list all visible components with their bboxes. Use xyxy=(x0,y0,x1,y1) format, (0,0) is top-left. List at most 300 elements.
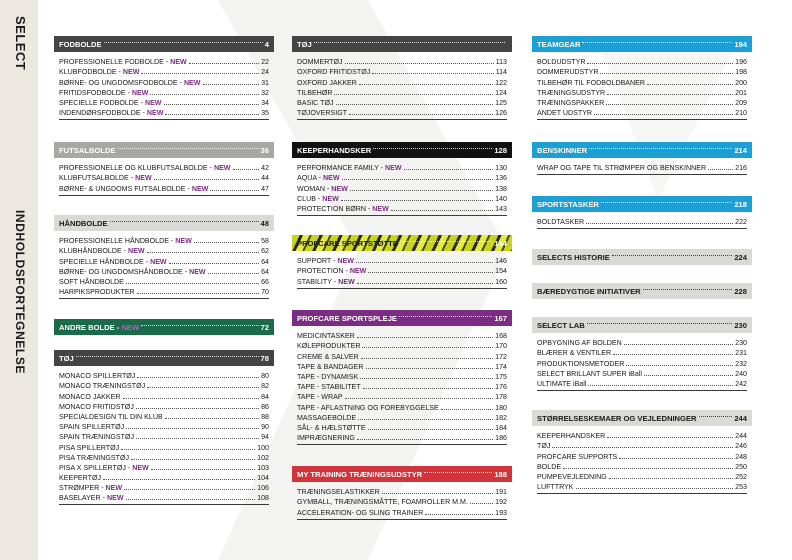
toc-entry[interactable] xyxy=(59,380,269,390)
page-number: 34 xyxy=(261,98,269,107)
page-number: 86 xyxy=(261,402,269,411)
page-number: 192 xyxy=(495,498,507,507)
entry-title: PROTECTION BØRN - NEW xyxy=(297,204,389,213)
section-toj-cont xyxy=(292,36,512,120)
entry-title: WRAP OG TAPE TIL STRØMPER OG BENSKINNER xyxy=(537,164,707,173)
toc-entry[interactable] xyxy=(59,172,269,182)
leader-dots xyxy=(350,190,493,191)
toc-entry[interactable] xyxy=(537,357,747,367)
page-number: 80 xyxy=(261,372,269,381)
toc-entry[interactable] xyxy=(297,203,507,213)
toc-entry[interactable] xyxy=(297,56,507,66)
entry-title: PUMPEVEJLEDNING xyxy=(537,472,607,481)
toc-entry[interactable] xyxy=(59,162,269,172)
page-number: 66 xyxy=(261,277,269,286)
toc-entry[interactable] xyxy=(59,452,269,462)
entry-title: TAPE - DYNAMISK xyxy=(297,372,359,381)
toc-entry[interactable] xyxy=(537,76,747,86)
page-number: 136 xyxy=(495,174,507,183)
section-my-training xyxy=(292,466,512,520)
leader-dots xyxy=(372,73,493,74)
leader-dots xyxy=(136,408,259,409)
new-badge: NEW xyxy=(131,88,149,97)
page-number: 216 xyxy=(735,164,747,173)
entry-title: TØJ xyxy=(537,442,551,451)
leader-dots xyxy=(150,94,259,95)
toc-entry[interactable] xyxy=(59,441,269,451)
leader-dots xyxy=(151,469,255,470)
page-number: 88 xyxy=(261,412,269,421)
new-badge: NEW xyxy=(135,174,152,183)
entry-title: KEEPERTØJ xyxy=(59,474,102,483)
toc-entry[interactable] xyxy=(537,162,747,172)
page-number: 113 xyxy=(495,58,507,67)
page-number: 103 xyxy=(257,463,269,472)
page-number: 175 xyxy=(495,372,507,381)
entry-title: MASSAGEBOLDE xyxy=(297,413,357,422)
entry-title: PROTECTION - NEW xyxy=(297,267,367,276)
toc-entry[interactable] xyxy=(59,492,269,502)
entry-title: ULTIMATE iBall xyxy=(537,379,587,388)
entry-title: TILBEHØR TIL FODBOLDBANER xyxy=(537,78,646,87)
page-number: 70 xyxy=(261,288,269,297)
leader-dots xyxy=(124,489,255,490)
page-number: 242 xyxy=(735,379,747,388)
toc-entry[interactable] xyxy=(537,56,747,66)
leader-dots xyxy=(194,242,259,243)
section-profcare-sportstotte xyxy=(292,235,512,289)
leader-dots xyxy=(441,409,493,410)
leader-dots xyxy=(334,94,493,95)
page-number: 246 xyxy=(735,442,747,451)
toc-entry[interactable] xyxy=(59,182,269,192)
leader-dots xyxy=(345,398,494,399)
new-badge: NEW xyxy=(189,267,206,276)
leader-dots xyxy=(360,378,493,379)
leader-dots xyxy=(600,73,733,74)
new-badge: NEW xyxy=(127,247,145,256)
toc-entry[interactable] xyxy=(297,107,507,117)
toc-entry[interactable] xyxy=(297,422,507,432)
entry-title: SPECIALDESIGN TIL DIN KLUB xyxy=(59,412,163,421)
new-badge: NEW xyxy=(338,277,355,286)
page-number: 240 xyxy=(735,369,747,378)
entry-title: TAPE - WRAP xyxy=(297,393,343,402)
section-header[interactable]: SPORTSTASKER 218 xyxy=(532,196,752,212)
new-badge: NEW xyxy=(144,98,162,107)
page-number: 114 xyxy=(495,68,507,77)
toc-entry[interactable] xyxy=(297,87,507,97)
leader-dots xyxy=(349,114,493,115)
leader-dots xyxy=(587,63,733,64)
toc-entry[interactable] xyxy=(59,401,269,411)
entry-title: SPECIELLE HÅNDBOLDE - NEW xyxy=(59,257,167,266)
toc-entry[interactable] xyxy=(537,87,747,97)
section-header[interactable]: BENSKINNER 214 xyxy=(532,142,752,158)
entry-title: STRØMPER - NEW xyxy=(59,484,123,493)
toc-entry[interactable] xyxy=(297,275,507,285)
page-number: 196 xyxy=(735,58,747,67)
toc-entry[interactable] xyxy=(297,401,507,411)
toc-entry[interactable] xyxy=(297,265,507,275)
section-header[interactable]: MY TRAINING TRÆNINGSUDSTYR 188 xyxy=(292,466,512,482)
section-keeperhandsker xyxy=(292,142,512,216)
section-header[interactable]: KEEPERHANDSKER 128 xyxy=(292,142,512,158)
section-header[interactable]: FUTSALBOLDE 36 xyxy=(54,142,274,158)
page-number: 90 xyxy=(261,423,269,432)
entry-title: OPBYGNING AF BOLDEN xyxy=(537,339,622,348)
page-number: 35 xyxy=(261,109,269,118)
entry-title: TØJOVERSIGT xyxy=(297,109,348,118)
entry-title: DOMMERTØJ xyxy=(297,58,343,67)
page-number: 102 xyxy=(257,453,269,462)
section-profcare-sportspleje xyxy=(292,310,512,445)
entry-title: ACCELERATION- OG SLING TRAINER xyxy=(297,508,424,517)
toc-entry[interactable] xyxy=(537,216,747,226)
page-number: 124 xyxy=(495,88,507,97)
section-header[interactable]: ANDRE BOLDE - NEW 72 xyxy=(54,319,274,335)
toc-entry[interactable] xyxy=(59,56,269,66)
page-number: 24 xyxy=(261,68,269,77)
leader-dots xyxy=(624,344,733,345)
entry-title: BLÆRER & VENTILER xyxy=(537,349,612,358)
entry-title: MONACO SPILLERTØJ xyxy=(59,372,136,381)
leader-dots xyxy=(137,377,259,378)
leader-dots xyxy=(165,418,259,419)
entry-title: CLUB - NEW xyxy=(297,194,339,203)
section-benskinner xyxy=(532,142,752,175)
entry-title: MONACO FRITIDSTØJ xyxy=(59,402,134,411)
entry-title: BOLDUDSTYR xyxy=(537,58,586,67)
toc-entry[interactable] xyxy=(537,471,747,481)
toc-entry[interactable] xyxy=(59,245,269,255)
toc-entry[interactable] xyxy=(59,107,269,117)
leader-dots xyxy=(357,283,493,284)
section-futsalbolde xyxy=(54,142,274,196)
page-number: 176 xyxy=(495,383,507,392)
new-badge: NEW xyxy=(175,237,192,246)
entry-title: BØRNE- OG UNGDOMSHÅNDBOLDE - NEW xyxy=(59,267,206,276)
new-badge: NEW xyxy=(213,164,231,173)
section-sportstasker xyxy=(532,196,752,229)
toc-entry[interactable] xyxy=(297,162,507,172)
toc-entry[interactable] xyxy=(59,87,269,97)
entry-title: PERFORMANCE FAMILY - NEW xyxy=(297,164,402,173)
toc-entry[interactable] xyxy=(537,378,747,388)
entry-title: STABILITY - NEW xyxy=(297,277,355,286)
section-header[interactable]: STØRRELSESKEMAER OG VEJLEDNINGER 244 xyxy=(532,410,752,426)
leader-dots xyxy=(368,429,494,430)
toc-entry[interactable] xyxy=(59,235,269,245)
leader-dots xyxy=(607,437,733,438)
page-number: 191 xyxy=(495,488,507,497)
leader-dots xyxy=(470,503,493,504)
entry-title: MEDICINTASKER xyxy=(297,332,355,341)
leader-dots xyxy=(147,387,259,388)
leader-dots xyxy=(342,179,494,180)
entry-title: KLUBHÅNDBOLDE - NEW xyxy=(59,247,145,256)
toc-entry[interactable] xyxy=(297,391,507,401)
toc-entry[interactable] xyxy=(297,371,507,381)
leader-dots xyxy=(356,262,493,263)
toc-entry[interactable] xyxy=(59,431,269,441)
toc-entry[interactable] xyxy=(537,461,747,471)
page-number: 244 xyxy=(735,432,747,441)
new-badge: NEW xyxy=(183,78,201,87)
page-number: 200 xyxy=(735,78,747,87)
toc-entry[interactable] xyxy=(537,347,747,357)
leader-dots xyxy=(131,459,255,460)
entry-title: OXFORD FRITIDSTØJ xyxy=(297,68,371,77)
entry-title: AQUA - NEW xyxy=(297,174,340,183)
entry-title: TRÆNINGSUDSTYR xyxy=(537,88,606,97)
new-badge: NEW xyxy=(106,494,124,503)
entry-title: PROFESSIONELLE OG KLUBFUTSALBOLDE - NEW xyxy=(59,164,231,173)
page-number: 172 xyxy=(495,352,507,361)
page-number: 126 xyxy=(495,109,507,118)
leader-dots xyxy=(203,84,260,85)
entry-title: SPECIELLE FODBOLDE - NEW xyxy=(59,98,162,107)
page-number: 232 xyxy=(735,359,747,368)
section-header[interactable]: TEAMGEAR 194 xyxy=(532,36,752,52)
leader-dots xyxy=(359,84,493,85)
page-number: 182 xyxy=(495,413,507,422)
page-number: 44 xyxy=(261,174,269,183)
leader-dots xyxy=(345,63,494,64)
page-number: 140 xyxy=(495,194,507,203)
toc-entry[interactable] xyxy=(297,350,507,360)
new-badge: NEW xyxy=(132,463,149,472)
toc-entry[interactable] xyxy=(537,107,747,117)
toc-entry[interactable] xyxy=(297,76,507,86)
entry-title: BOLDE xyxy=(537,462,562,471)
section-historie xyxy=(532,249,752,265)
entry-title: PISA SPILLERTØJ xyxy=(59,443,120,452)
leader-dots xyxy=(362,347,493,348)
toc-entry[interactable] xyxy=(537,481,747,491)
entry-title: TRÆNINGSPAKKER xyxy=(537,98,605,107)
toc-entry[interactable] xyxy=(59,370,269,380)
toc-entry[interactable] xyxy=(59,266,269,276)
entry-title: PROFESSIONELLE FODBOLDE - NEW xyxy=(59,58,187,67)
entry-title: KLUBFODBOLDE - NEW xyxy=(59,68,140,77)
toc-entry[interactable] xyxy=(59,462,269,472)
new-badge: NEW xyxy=(349,267,367,276)
toc-entry[interactable] xyxy=(297,255,507,265)
toc-entry[interactable] xyxy=(59,255,269,265)
page-number: 201 xyxy=(735,88,747,97)
section-header[interactable]: TØJ xyxy=(292,36,512,52)
entry-title: MONACO JAKKER xyxy=(59,392,121,401)
page-number: 62 xyxy=(261,247,269,256)
leader-dots xyxy=(626,365,733,366)
entry-title: KLUBFUTSALBOLDE - NEW xyxy=(59,174,152,183)
leader-dots xyxy=(154,179,259,180)
entry-title: WOMAN - NEW xyxy=(297,184,348,193)
leader-dots xyxy=(588,385,733,386)
page-number: 231 xyxy=(735,349,747,358)
leader-dots xyxy=(141,73,259,74)
entry-title: LUFTTRYK xyxy=(537,483,574,492)
toc-entry[interactable] xyxy=(537,66,747,76)
leader-dots xyxy=(391,210,493,211)
leader-dots xyxy=(576,488,734,489)
entry-title: TAPE - STABILITET xyxy=(297,383,361,392)
page-number: 64 xyxy=(261,257,269,266)
new-badge: NEW xyxy=(337,257,354,266)
page-number: 154 xyxy=(495,267,507,276)
entry-title: SÅL- & HÆLSTØTTE xyxy=(297,423,366,432)
entry-title: KØLEPRODUKTER xyxy=(297,342,361,351)
entry-title: INDENDØRSFODBOLDE - NEW xyxy=(59,109,164,118)
leader-dots xyxy=(363,388,494,389)
leader-dots xyxy=(366,368,494,369)
new-badge: NEW xyxy=(322,194,339,203)
entry-title: PROFESSIONELLE HÅNDBOLDE - NEW xyxy=(59,237,192,246)
leader-dots xyxy=(341,200,493,201)
leader-dots xyxy=(336,104,494,105)
page-number: 186 xyxy=(495,434,507,443)
page-number: 104 xyxy=(257,474,269,483)
leader-dots xyxy=(586,223,733,224)
toc-entry[interactable] xyxy=(59,286,269,296)
leader-dots xyxy=(147,252,260,253)
toc-entry[interactable] xyxy=(297,432,507,442)
toc-entry[interactable] xyxy=(59,390,269,400)
page-number: 209 xyxy=(735,98,747,107)
toc-entry[interactable] xyxy=(297,66,507,76)
toc-entry[interactable] xyxy=(297,381,507,391)
section-header[interactable]: SELECTS HISTORIE 224 xyxy=(532,249,752,265)
section-header[interactable]: FODBOLDE 4 xyxy=(54,36,274,52)
toc-entry[interactable] xyxy=(537,430,747,440)
entry-title: BØRNE- OG UNGDOMSFODBOLDE - NEW xyxy=(59,78,201,87)
page-number: 64 xyxy=(261,267,269,276)
entry-title: IMPRÆGNERING xyxy=(297,434,355,443)
page-number: 198 xyxy=(735,68,747,77)
leader-dots xyxy=(233,169,260,170)
leader-dots xyxy=(594,114,733,115)
toc-entry[interactable] xyxy=(59,76,269,86)
toc-entry[interactable] xyxy=(297,330,507,340)
leader-dots xyxy=(613,354,733,355)
section-toj xyxy=(54,350,274,505)
side-strip xyxy=(0,0,38,560)
leader-dots xyxy=(169,263,259,264)
toc-entry[interactable] xyxy=(297,486,507,496)
section-andre-bolde xyxy=(54,319,274,335)
toc-entry[interactable] xyxy=(59,421,269,431)
section-baeredygtige xyxy=(532,283,752,299)
brand-logo: SELECT xyxy=(13,16,28,71)
toc-entry[interactable] xyxy=(537,450,747,460)
toc-entry[interactable] xyxy=(297,172,507,182)
toc-entry[interactable] xyxy=(59,97,269,107)
page-number: 143 xyxy=(495,204,507,213)
page-number: 170 xyxy=(495,342,507,351)
page-number: 180 xyxy=(495,403,507,412)
leader-dots xyxy=(210,190,259,191)
leader-dots xyxy=(126,499,256,500)
new-badge: NEW xyxy=(191,184,209,193)
leader-dots xyxy=(123,398,260,399)
page-number: 252 xyxy=(735,472,747,481)
section-header[interactable]: SELECT LAB 230 xyxy=(532,317,752,333)
new-badge: NEW xyxy=(170,58,187,67)
section-header[interactable]: TØJ 78 xyxy=(54,350,274,366)
toc-entry[interactable] xyxy=(537,97,747,107)
page-number: 42 xyxy=(261,164,269,173)
section-handbolde xyxy=(54,215,274,299)
leader-dots xyxy=(404,169,494,170)
entry-title: GYMBALL, TRÆNINGSMÅTTE, FOAMROLLER M.M. xyxy=(297,498,468,507)
toc-entry[interactable] xyxy=(297,193,507,203)
leader-dots xyxy=(357,337,493,338)
section-storrelse xyxy=(532,410,752,494)
new-badge: NEW xyxy=(385,164,402,173)
leader-dots xyxy=(121,449,255,450)
page-number: 168 xyxy=(495,332,507,341)
toc-entry[interactable] xyxy=(297,97,507,107)
toc-entry[interactable] xyxy=(59,276,269,286)
page-number: 230 xyxy=(735,339,747,348)
section-header[interactable]: PROFCARE SPORTSPLEJE 167 xyxy=(292,310,512,326)
page-number: 253 xyxy=(735,483,747,492)
toc-entry[interactable] xyxy=(59,472,269,482)
leader-dots xyxy=(368,272,493,273)
toc-entry[interactable] xyxy=(297,361,507,371)
section-header[interactable]: PROFCARE SPORTSTØTTE 144 xyxy=(292,235,512,251)
toc-entry[interactable] xyxy=(297,412,507,422)
toc-entry[interactable] xyxy=(59,66,269,76)
leader-dots xyxy=(647,84,733,85)
toc-entry[interactable] xyxy=(297,496,507,506)
leader-dots xyxy=(382,493,493,494)
toc-entry[interactable] xyxy=(297,506,507,516)
section-header[interactable]: HÅNDBOLDE 48 xyxy=(54,215,274,231)
page-number: 160 xyxy=(495,277,507,286)
new-badge: NEW xyxy=(122,68,140,77)
toc-entry[interactable] xyxy=(59,411,269,421)
toc-entry[interactable] xyxy=(297,182,507,192)
toc-entry[interactable] xyxy=(537,440,747,450)
leader-dots xyxy=(708,169,733,170)
entry-title: FRITIDSFODBOLDE - NEW xyxy=(59,88,149,97)
toc-entry[interactable] xyxy=(537,337,747,347)
page-number: 32 xyxy=(261,88,269,97)
toc-entry[interactable] xyxy=(537,368,747,378)
entry-title: KEEPERHANDSKER xyxy=(537,432,606,441)
toc-entry[interactable] xyxy=(297,340,507,350)
leader-dots xyxy=(552,447,733,448)
page-number: 178 xyxy=(495,393,507,402)
entry-title: MONACO TRÆNINGSTØJ xyxy=(59,382,146,391)
entry-title: TILBEHØR xyxy=(297,88,333,97)
page-number: 47 xyxy=(261,184,269,193)
toc-entry[interactable] xyxy=(59,482,269,492)
section-header[interactable]: BÆREDYGTIGE INITIATIVER 228 xyxy=(532,283,752,299)
entry-title: SPAIN SPILLERTØJ xyxy=(59,423,125,432)
entry-title: DOMMERUDSTYR xyxy=(537,68,599,77)
entry-title: PRODUKTIONSMETODER xyxy=(537,359,625,368)
page-number: 193 xyxy=(495,508,507,517)
entry-title: BØRNE- & UNGDOMS FUTSALBOLDE - NEW xyxy=(59,184,209,193)
page-number: 100 xyxy=(257,443,269,452)
leader-dots xyxy=(619,458,733,459)
entry-title: HARPIKSPRODUKTER xyxy=(59,288,135,297)
page-number: 22 xyxy=(261,58,269,67)
leader-dots xyxy=(136,438,259,439)
